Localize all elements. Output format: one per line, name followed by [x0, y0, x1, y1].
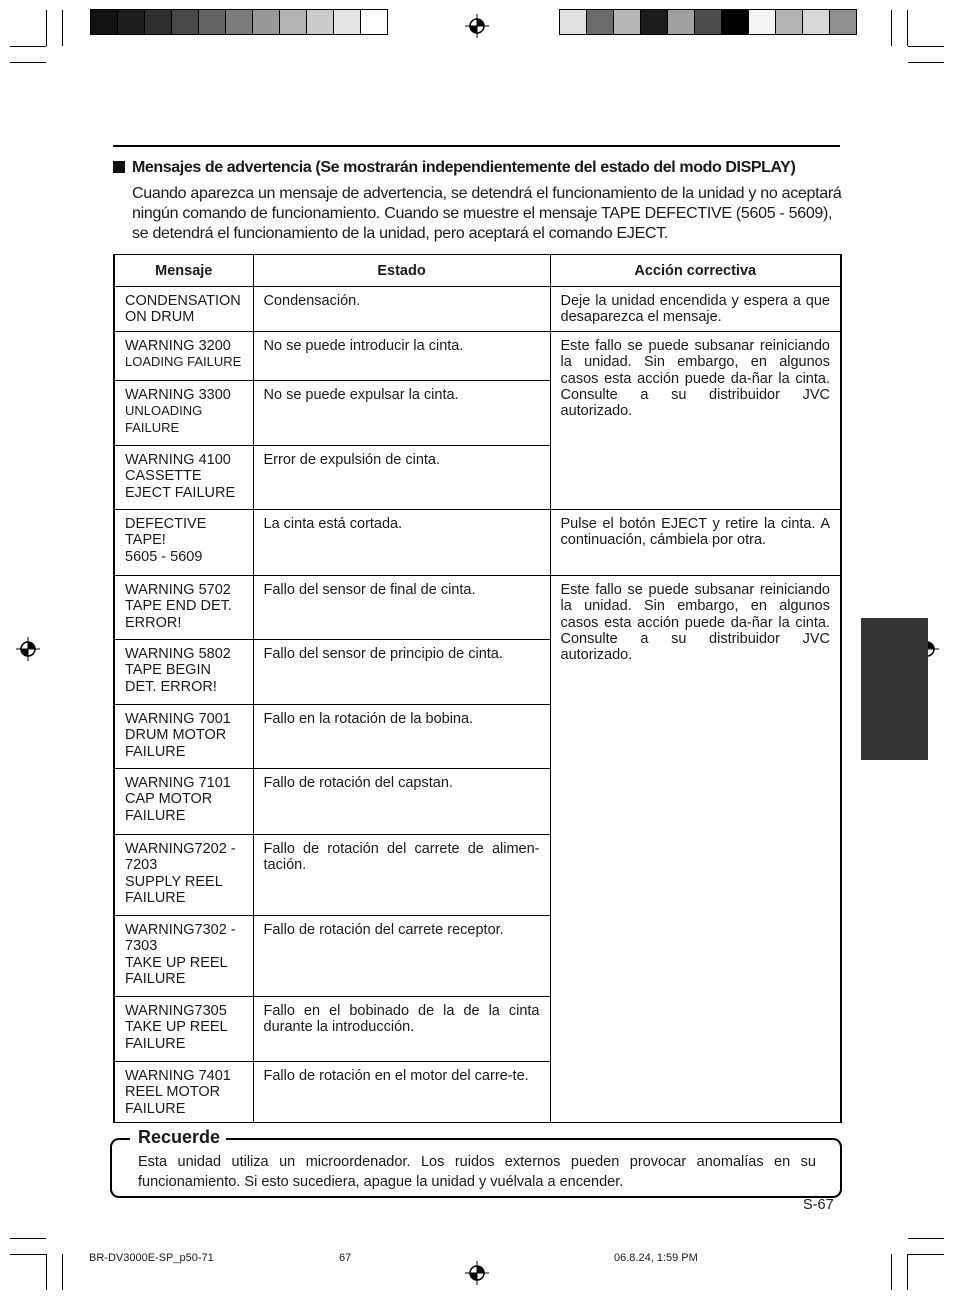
grayscale-bar-left: [90, 9, 388, 35]
message-cell: WARNING7202 - 7203 SUPPLY REEL FAILURE: [114, 835, 253, 916]
table-row: [114, 576, 841, 640]
table-header-row: [114, 255, 841, 287]
color-swatch: [749, 10, 776, 34]
registration-mark-icon: [16, 637, 40, 661]
state-cell: Fallo en el bobinado de la de la cinta durante la introducción.: [253, 997, 550, 1062]
color-swatch: [641, 10, 668, 34]
message-cell: WARNING 3300 UNLOADING FAILURE: [114, 381, 253, 446]
color-swatch: [118, 10, 145, 34]
color-swatch: [334, 10, 361, 34]
color-swatch: [199, 10, 226, 34]
state-cell: Fallo de rotación del carrete receptor.: [253, 916, 550, 997]
action-cell: Deje la unidad encendida y espera a que desaparezca el mensaje.: [550, 287, 841, 332]
color-swatch: [587, 10, 614, 34]
page-number: S-67: [803, 1197, 834, 1213]
color-swatch: [803, 10, 830, 34]
state-cell: Condensación.: [253, 287, 550, 332]
section-side-tab: [861, 618, 928, 760]
color-swatch: [560, 10, 587, 34]
state-cell: No se puede expulsar la cinta.: [253, 381, 550, 446]
color-swatch: [722, 10, 749, 34]
color-swatch: [91, 10, 118, 34]
column-header-action: Acción correctiva: [550, 255, 841, 287]
table-row: [114, 510, 841, 576]
message-cell: WARNING 7401 REEL MOTOR FAILURE: [114, 1062, 253, 1123]
color-swatch: [668, 10, 695, 34]
column-header-message: Mensaje: [114, 255, 253, 287]
color-swatch: [226, 10, 253, 34]
action-cell: Pulse el botón EJECT y retire la cinta. A continuación, cámbiela por otra.: [550, 510, 841, 576]
state-cell: Fallo de rotación del capstan.: [253, 769, 550, 835]
message-cell: WARNING 5802 TAPE BEGIN DET. ERROR!: [114, 640, 253, 705]
message-cell: WARNING 3200 LOADING FAILURE: [114, 332, 253, 381]
message-cell: WARNING 4100 CASSETTE EJECT FAILURE: [114, 446, 253, 510]
message-cell: WARNING 5702 TAPE END DET. ERROR!: [114, 576, 253, 640]
color-swatch: [361, 10, 387, 34]
state-cell: La cinta está cortada.: [253, 510, 550, 576]
color-swatch: [776, 10, 803, 34]
message-cell: WARNING7302 - 7303 TAKE UP REEL FAILURE: [114, 916, 253, 997]
registration-mark-icon: [465, 14, 489, 38]
warning-messages-table: [113, 254, 842, 1123]
message-cell: DEFECTIVE TAPE! 5605 - 5609: [114, 510, 253, 576]
color-swatch: [614, 10, 641, 34]
state-cell: No se puede introducir la cinta.: [253, 332, 550, 381]
action-cell: Este fallo se puede subsanar reiniciando la unidad. Sin embargo, en algunos casos esta acción puede da-ñar la cinta. Consulte a su distribuidor JVC autorizado.: [550, 576, 841, 1123]
intro-paragraph: Cuando aparezca un mensaje de advertencia, se detendrá el funcionamiento de la unidad y no aceptará ningún comando de funcionamiento. Cuando se muestre el mensaje TAPE DEFECTIVE (5605 - 5609), se detendrá el funcionamiento de la unidad, pero aceptará el comando EJECT.: [132, 185, 842, 242]
table-row: [114, 332, 841, 381]
color-swatch: [280, 10, 307, 34]
state-cell: Fallo en la rotación de la bobina.: [253, 705, 550, 769]
footer-filename: BR-DV3000E-SP_p50-71: [89, 1252, 214, 1264]
footer-page: 67: [339, 1252, 352, 1264]
bullet-square-icon: [113, 161, 125, 173]
recuerde-text: Esta unidad utiliza un microordenador. Los ruidos externos pueden provocar anomalías en su funcionamiento. Si esto sucediera, apague la unidad y vuélvala a encender.: [138, 1154, 816, 1190]
color-swatch: [830, 10, 856, 34]
color-swatch: [695, 10, 722, 34]
color-swatch: [172, 10, 199, 34]
registration-mark-icon: [465, 1261, 489, 1285]
table-row: [114, 287, 841, 332]
section-heading: [113, 159, 853, 177]
color-bar-right: [559, 9, 857, 35]
message-cell: WARNING 7001 DRUM MOTOR FAILURE: [114, 705, 253, 769]
section-rule: [113, 145, 840, 147]
color-swatch: [253, 10, 280, 34]
message-cell: CONDENSATION ON DRUM: [114, 287, 253, 332]
section-heading-text: Mensajes de advertencia (Se mostrarán independientemente del estado del modo DISPLAY): [132, 159, 796, 176]
color-swatch: [307, 10, 334, 34]
message-cell: WARNING7305 TAKE UP REEL FAILURE: [114, 997, 253, 1062]
message-cell: WARNING 7101 CAP MOTOR FAILURE: [114, 769, 253, 835]
state-cell: Fallo del sensor de final de cinta.: [253, 576, 550, 640]
state-cell: Fallo de rotación en el motor del carre-te.: [253, 1062, 550, 1123]
color-swatch: [145, 10, 172, 34]
action-cell: Este fallo se puede subsanar reiniciando la unidad. Sin embargo, en algunos casos esta acción puede da-ñar la cinta. Consulte a su distribuidor JVC autorizado.: [550, 332, 841, 510]
footer-date: 06.8.24, 1:59 PM: [614, 1252, 698, 1264]
column-header-state: Estado: [253, 255, 550, 287]
state-cell: Error de expulsión de cinta.: [253, 446, 550, 510]
state-cell: Fallo del sensor de principio de cinta.: [253, 640, 550, 705]
state-cell: Fallo de rotación del carrete de alimen-tación.: [253, 835, 550, 916]
recuerde-title: Recuerde: [130, 1127, 226, 1148]
